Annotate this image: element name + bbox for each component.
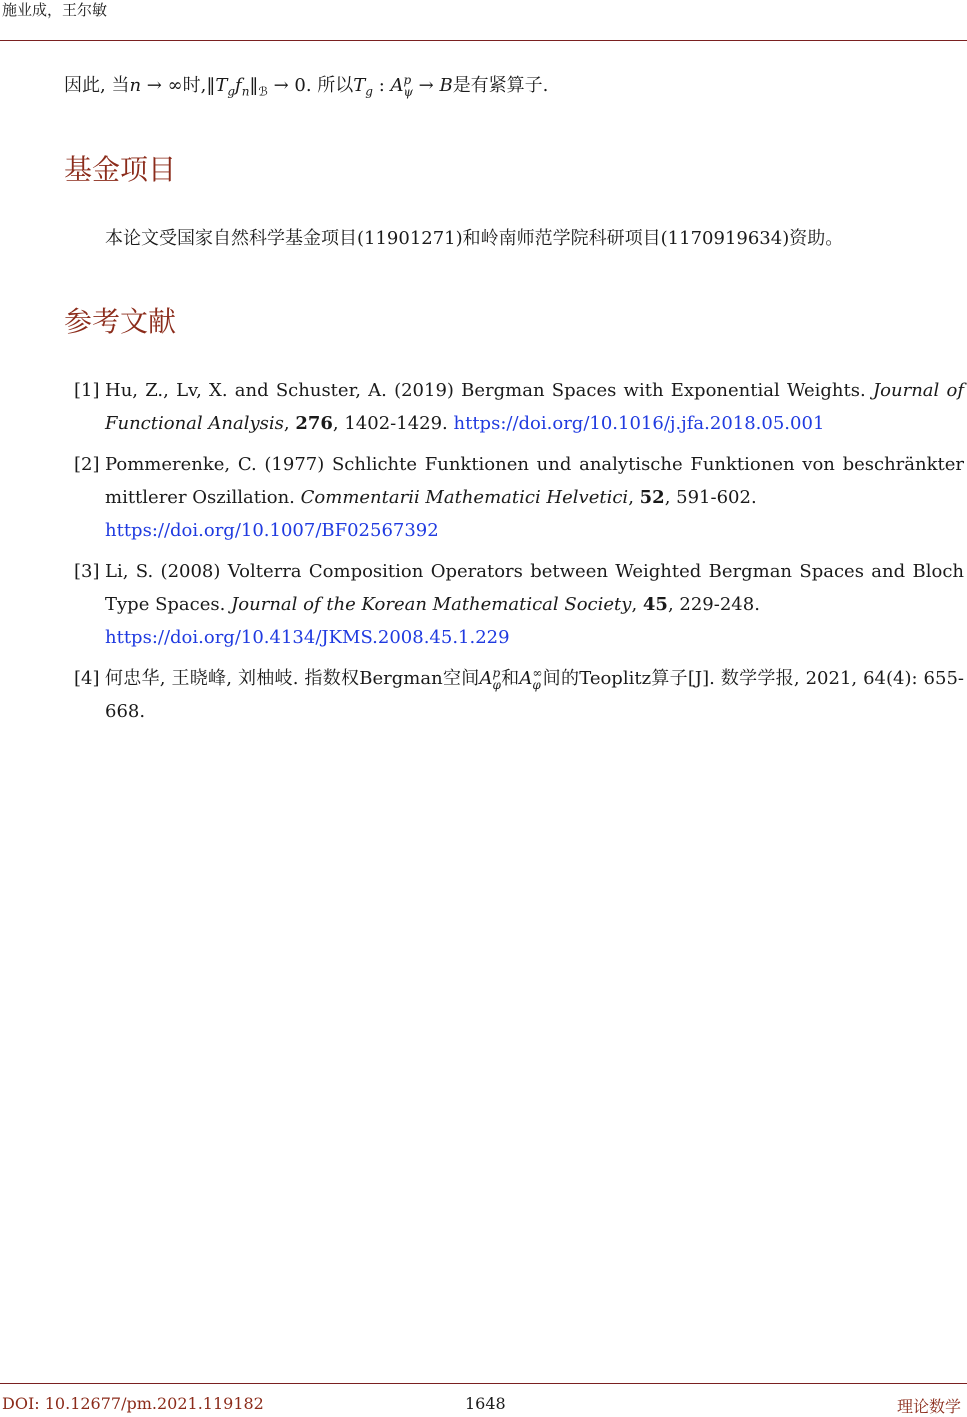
reference-sep: ,	[628, 487, 640, 508]
text: 是有紧算子.	[452, 75, 549, 96]
proof-conclusion	[64, 72, 548, 106]
reference-number: [2]	[74, 454, 100, 475]
footer-journal: 理论数学	[896, 1397, 961, 1416]
reference-number: [1]	[74, 380, 100, 401]
reference-text: Pommerenke, C. (1977) Schlichte Funktionen und analytische Funktionen von beschränkter mittlerer Oszillation.	[105, 454, 964, 508]
footer-doi: DOI: 10.12677/pm.2021.119182	[2, 1394, 264, 1413]
reference-pages: , 591-602.	[664, 487, 757, 508]
funding-text: 本论文受国家自然科学基金项目(11901271)和岭南师范学院科研项目(1170919634)资助。	[105, 228, 844, 249]
math-var: B	[439, 75, 453, 96]
reference-pages: , 1402-1429.	[332, 413, 454, 434]
page-header	[0, 0, 967, 41]
math-op: → ∞	[141, 75, 183, 96]
math-sub: ψ	[403, 85, 413, 99]
reference-item	[64, 448, 964, 547]
math-op: →	[412, 75, 440, 96]
reference-item	[64, 662, 964, 728]
math-var: A	[479, 668, 493, 689]
page-footer	[0, 1383, 967, 1415]
reference-list	[64, 374, 964, 736]
math-sub: φ	[532, 678, 541, 692]
running-head-authors: 施业成，王尔敏	[2, 1, 108, 19]
reference-text: 何忠华, 王晓峰, 刘柚岐. 指数权Bergman空间	[105, 668, 480, 689]
reference-text: Hu, Z., Lv, X. and Schuster, A. (2019) Bergman Spaces with Exponential Weights.	[105, 380, 873, 401]
math-sup: ∞	[532, 666, 543, 680]
math-sub: n	[241, 84, 250, 99]
reference-journal: Commentarii Mathematici Helvetici	[300, 487, 629, 508]
reference-pages: , 229-248.	[667, 594, 760, 615]
math-sub: ℬ	[258, 84, 268, 99]
reference-volume: 276	[295, 413, 333, 434]
math-var: A	[390, 75, 404, 96]
math-var: f	[235, 75, 242, 96]
reference-text: 间的Teoplitz算子[J]. 数学学报, 2021, 64(4): 655-668.	[105, 668, 964, 722]
reference-sep: ,	[631, 594, 643, 615]
page-number: 1648	[465, 1394, 506, 1413]
reference-number: [3]	[74, 561, 100, 582]
reference-item	[64, 374, 964, 440]
reference-text: 和	[500, 668, 520, 689]
section-title-references: 参考文献	[64, 305, 177, 338]
math-var: n	[129, 75, 142, 96]
math-sub: g	[365, 84, 373, 99]
math-sup: p	[492, 666, 501, 680]
math-op: → 0.	[267, 75, 318, 96]
doi-link[interactable]: https://doi.org/10.1007/BF02567392	[105, 520, 439, 541]
math-var: T	[353, 75, 366, 96]
text: 所以	[317, 75, 354, 96]
reference-item	[64, 555, 964, 654]
reference-text: Li, S. (2008) Volterra Composition Operators between Weighted Bergman Spaces and Bloch Type Spaces.	[105, 561, 964, 615]
math-op: ‖	[249, 75, 259, 96]
math-var: T	[215, 75, 228, 96]
text: 时,	[182, 75, 207, 96]
doi-link[interactable]: https://doi.org/10.4134/JKMS.2008.45.1.229	[105, 627, 510, 648]
reference-volume: 52	[639, 487, 665, 508]
math-op: ‖	[206, 75, 216, 96]
reference-volume: 45	[642, 594, 668, 615]
doi-link[interactable]: https://doi.org/10.1016/j.jfa.2018.05.001	[453, 413, 825, 434]
math-sup: p	[403, 73, 412, 87]
reference-number: [4]	[74, 668, 100, 689]
section-title-funding: 基金项目	[64, 153, 177, 186]
math-var: A	[519, 668, 533, 689]
reference-sep: ,	[283, 413, 296, 434]
math-sub: φ	[492, 678, 501, 692]
reference-journal: Journal of Functional Analysis	[105, 380, 964, 434]
math-op: :	[372, 75, 391, 96]
math-sub: g	[227, 84, 236, 99]
text: 因此, 当	[64, 75, 130, 96]
reference-journal: Journal of the Korean Mathematical Society	[231, 594, 632, 615]
